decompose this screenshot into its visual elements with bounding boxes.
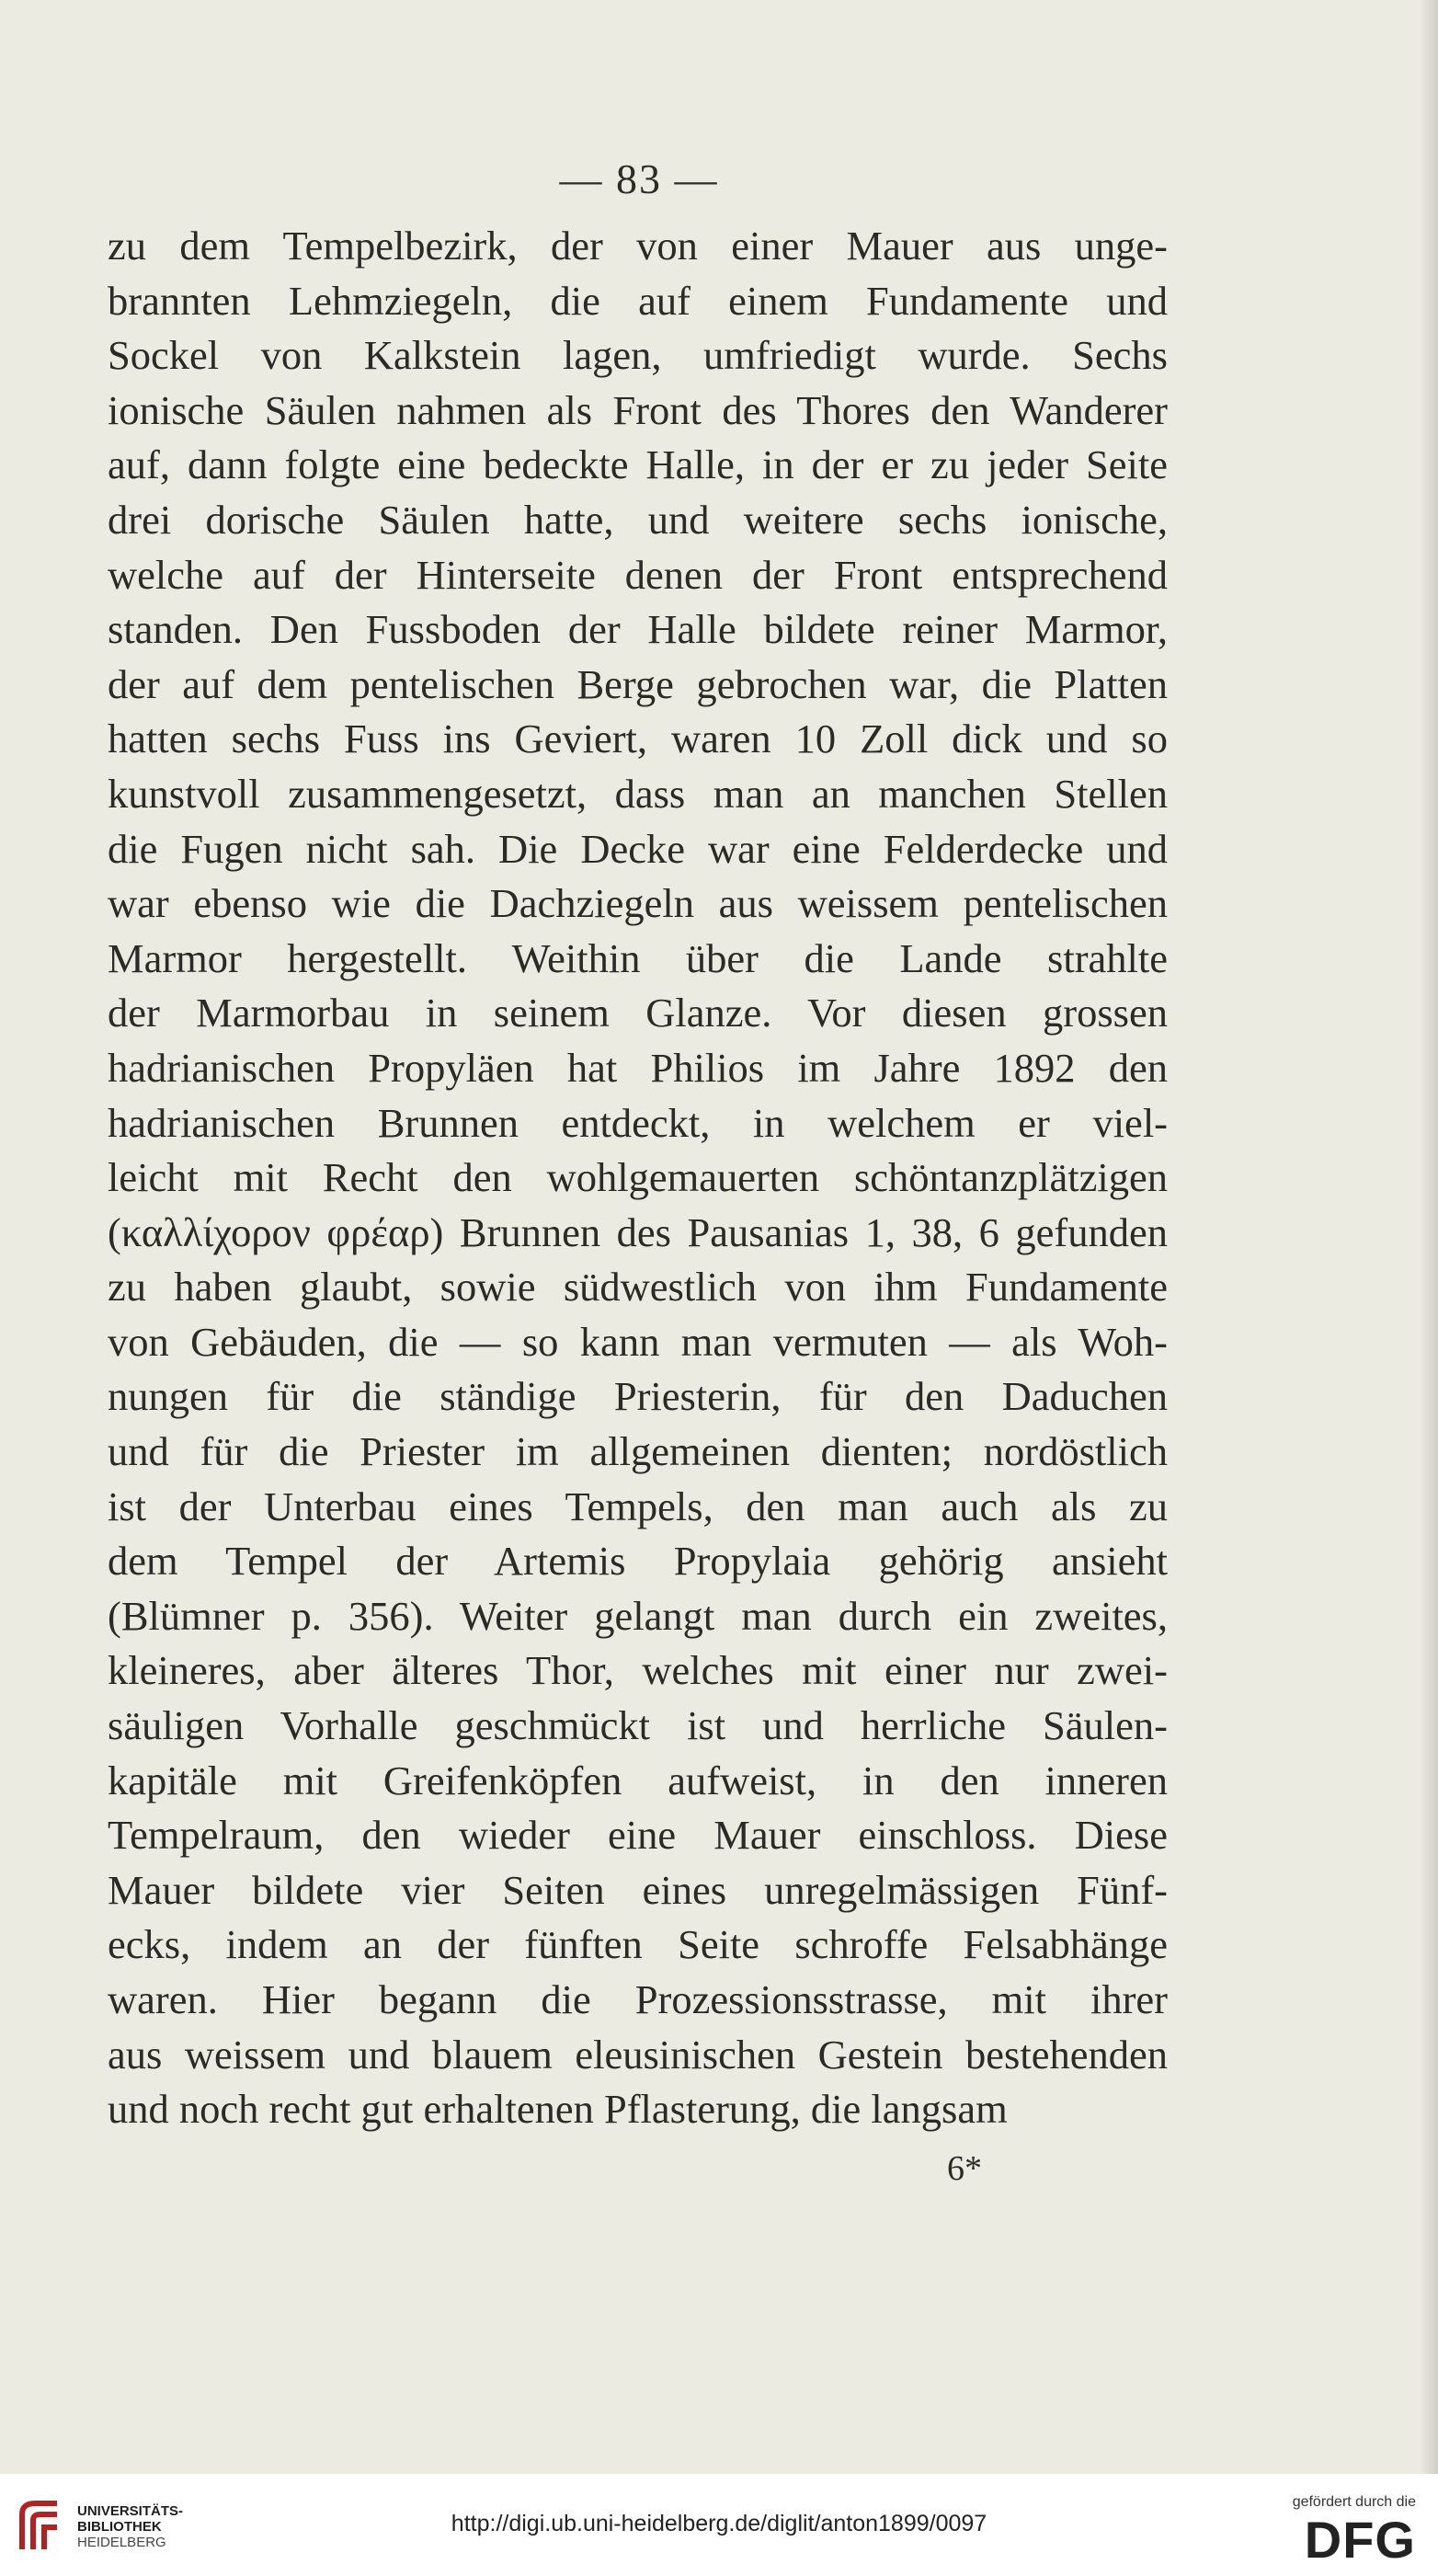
text-line: und noch recht gut erhaltenen Pflasterung, die langsam xyxy=(108,2086,1008,2133)
text-line: zu dem Tempelbezirk, der von einer Mauer aus unge- xyxy=(108,223,1168,269)
permalink-url[interactable]: http://digi.ub.uni-heidelberg.de/diglit/anton1899/0097 xyxy=(451,2511,987,2536)
text-line: waren. Hier begann die Prozessionsstrasse, mit ihrer xyxy=(108,1976,1168,2022)
text-line: dem Tempel der Artemis Propylaia gehörig ansieht xyxy=(108,1538,1168,1585)
text-line: die Fugen nicht sah. Die Decke war eine Felderdecke und xyxy=(108,825,1168,872)
text-line: (καλλίχορον φρέαρ) Brunnen des Pausanias 1, 38, 6 gefunden xyxy=(108,1208,1168,1255)
text-line: aus weissem und blauem eleusinischen Gestein bestehenden xyxy=(108,2031,1168,2078)
text-line: leicht mit Recht den wohlgemauerten schöntanzplätzigen xyxy=(108,1154,1168,1201)
text-line: kleineres, aber älteres Thor, welches mit einer nur zwei- xyxy=(108,1647,1168,1694)
text-line: und für die Priester im allgemeinen dienten; nordöstlich xyxy=(108,1428,1168,1475)
funded-by-label: gefördert durch die xyxy=(1292,2494,1416,2510)
footer-bar xyxy=(0,2474,1438,2576)
text-line: kunstvoll zusammengesetzt, dass man an manchen Stellen xyxy=(108,770,1168,817)
text-line: der auf dem pentelischen Berge gebrochen war, die Platten xyxy=(108,660,1168,707)
body-text xyxy=(108,219,1168,2137)
text-line: zu haben glaubt, sowie südwestlich von ihm Fundamente xyxy=(108,1264,1168,1311)
text-line: Marmor hergestellt. Weithin über die Lande strahlte xyxy=(108,934,1168,981)
text-line: der Marmorbau in seinem Glanze. Vor diesen grossen xyxy=(108,990,1168,1036)
text-line: brannten Lehmziegeln, die auf einem Fundamente und xyxy=(108,277,1168,324)
text-line: auf, dann folgte eine bedeckte Halle, in der er zu jeder Seite xyxy=(108,441,1168,488)
text-line: welche auf der Hinterseite denen der Front entsprechend xyxy=(108,551,1168,598)
sheet-signature: 6* xyxy=(947,2149,982,2188)
text-line: säuligen Vorhalle geschmückt ist und herrliche Säulen- xyxy=(108,1702,1168,1749)
library-name-line-1: UNIVERSITÄTS- xyxy=(77,2503,184,2519)
page-edge-shadow xyxy=(1420,0,1438,2474)
dfg-logo: DFG xyxy=(1304,2511,1416,2569)
text-line: hatten sechs Fuss ins Geviert, waren 10 Zoll dick und so xyxy=(108,716,1168,762)
text-line: nungen für die ständige Priesterin, für den Daduchen xyxy=(108,1373,1168,1420)
text-line: Tempelraum, den wieder eine Mauer einschloss. Diese xyxy=(108,1812,1168,1859)
text-line: war ebenso wie die Dachziegeln aus weissem pentelischen xyxy=(108,880,1168,927)
text-line: Sockel von Kalkstein lagen, umfriedigt wurde. Sechs xyxy=(108,332,1168,379)
text-line: ionische Säulen nahmen als Front des Thores den Wanderer xyxy=(108,386,1168,433)
text-line: hadrianischen Brunnen entdeckt, in welchem er viel- xyxy=(108,1099,1168,1146)
text-line: Mauer bildete vier Seiten eines unregelmässigen Fünf- xyxy=(108,1866,1168,1913)
text-line: ecks, indem an der fünften Seite schroffe Felsabhänge xyxy=(108,1921,1168,1968)
text-line: hadrianischen Propyläen hat Philios im Jahre 1892 den xyxy=(108,1044,1168,1091)
text-line: ist der Unterbau eines Tempels, den man auch als zu xyxy=(108,1483,1168,1529)
text-line: kapitäle mit Greifenköpfen aufweist, in den inneren xyxy=(108,1757,1168,1803)
library-name-line-3: HEIDELBERG xyxy=(77,2535,166,2550)
library-name-line-2: BIBLIOTHEK xyxy=(77,2519,162,2535)
text-line: (Blümner p. 356). Weiter gelangt man durch ein zweites, xyxy=(108,1592,1168,1639)
page-number: — 83 — xyxy=(559,155,719,202)
text-line: standen. Den Fussboden der Halle bildete reiner Marmor, xyxy=(108,606,1168,653)
text-line: drei dorische Säulen hatte, und weitere sechs ionische, xyxy=(108,496,1168,543)
text-line: von Gebäuden, die — so kann man vermuten — als Woh- xyxy=(108,1318,1168,1365)
